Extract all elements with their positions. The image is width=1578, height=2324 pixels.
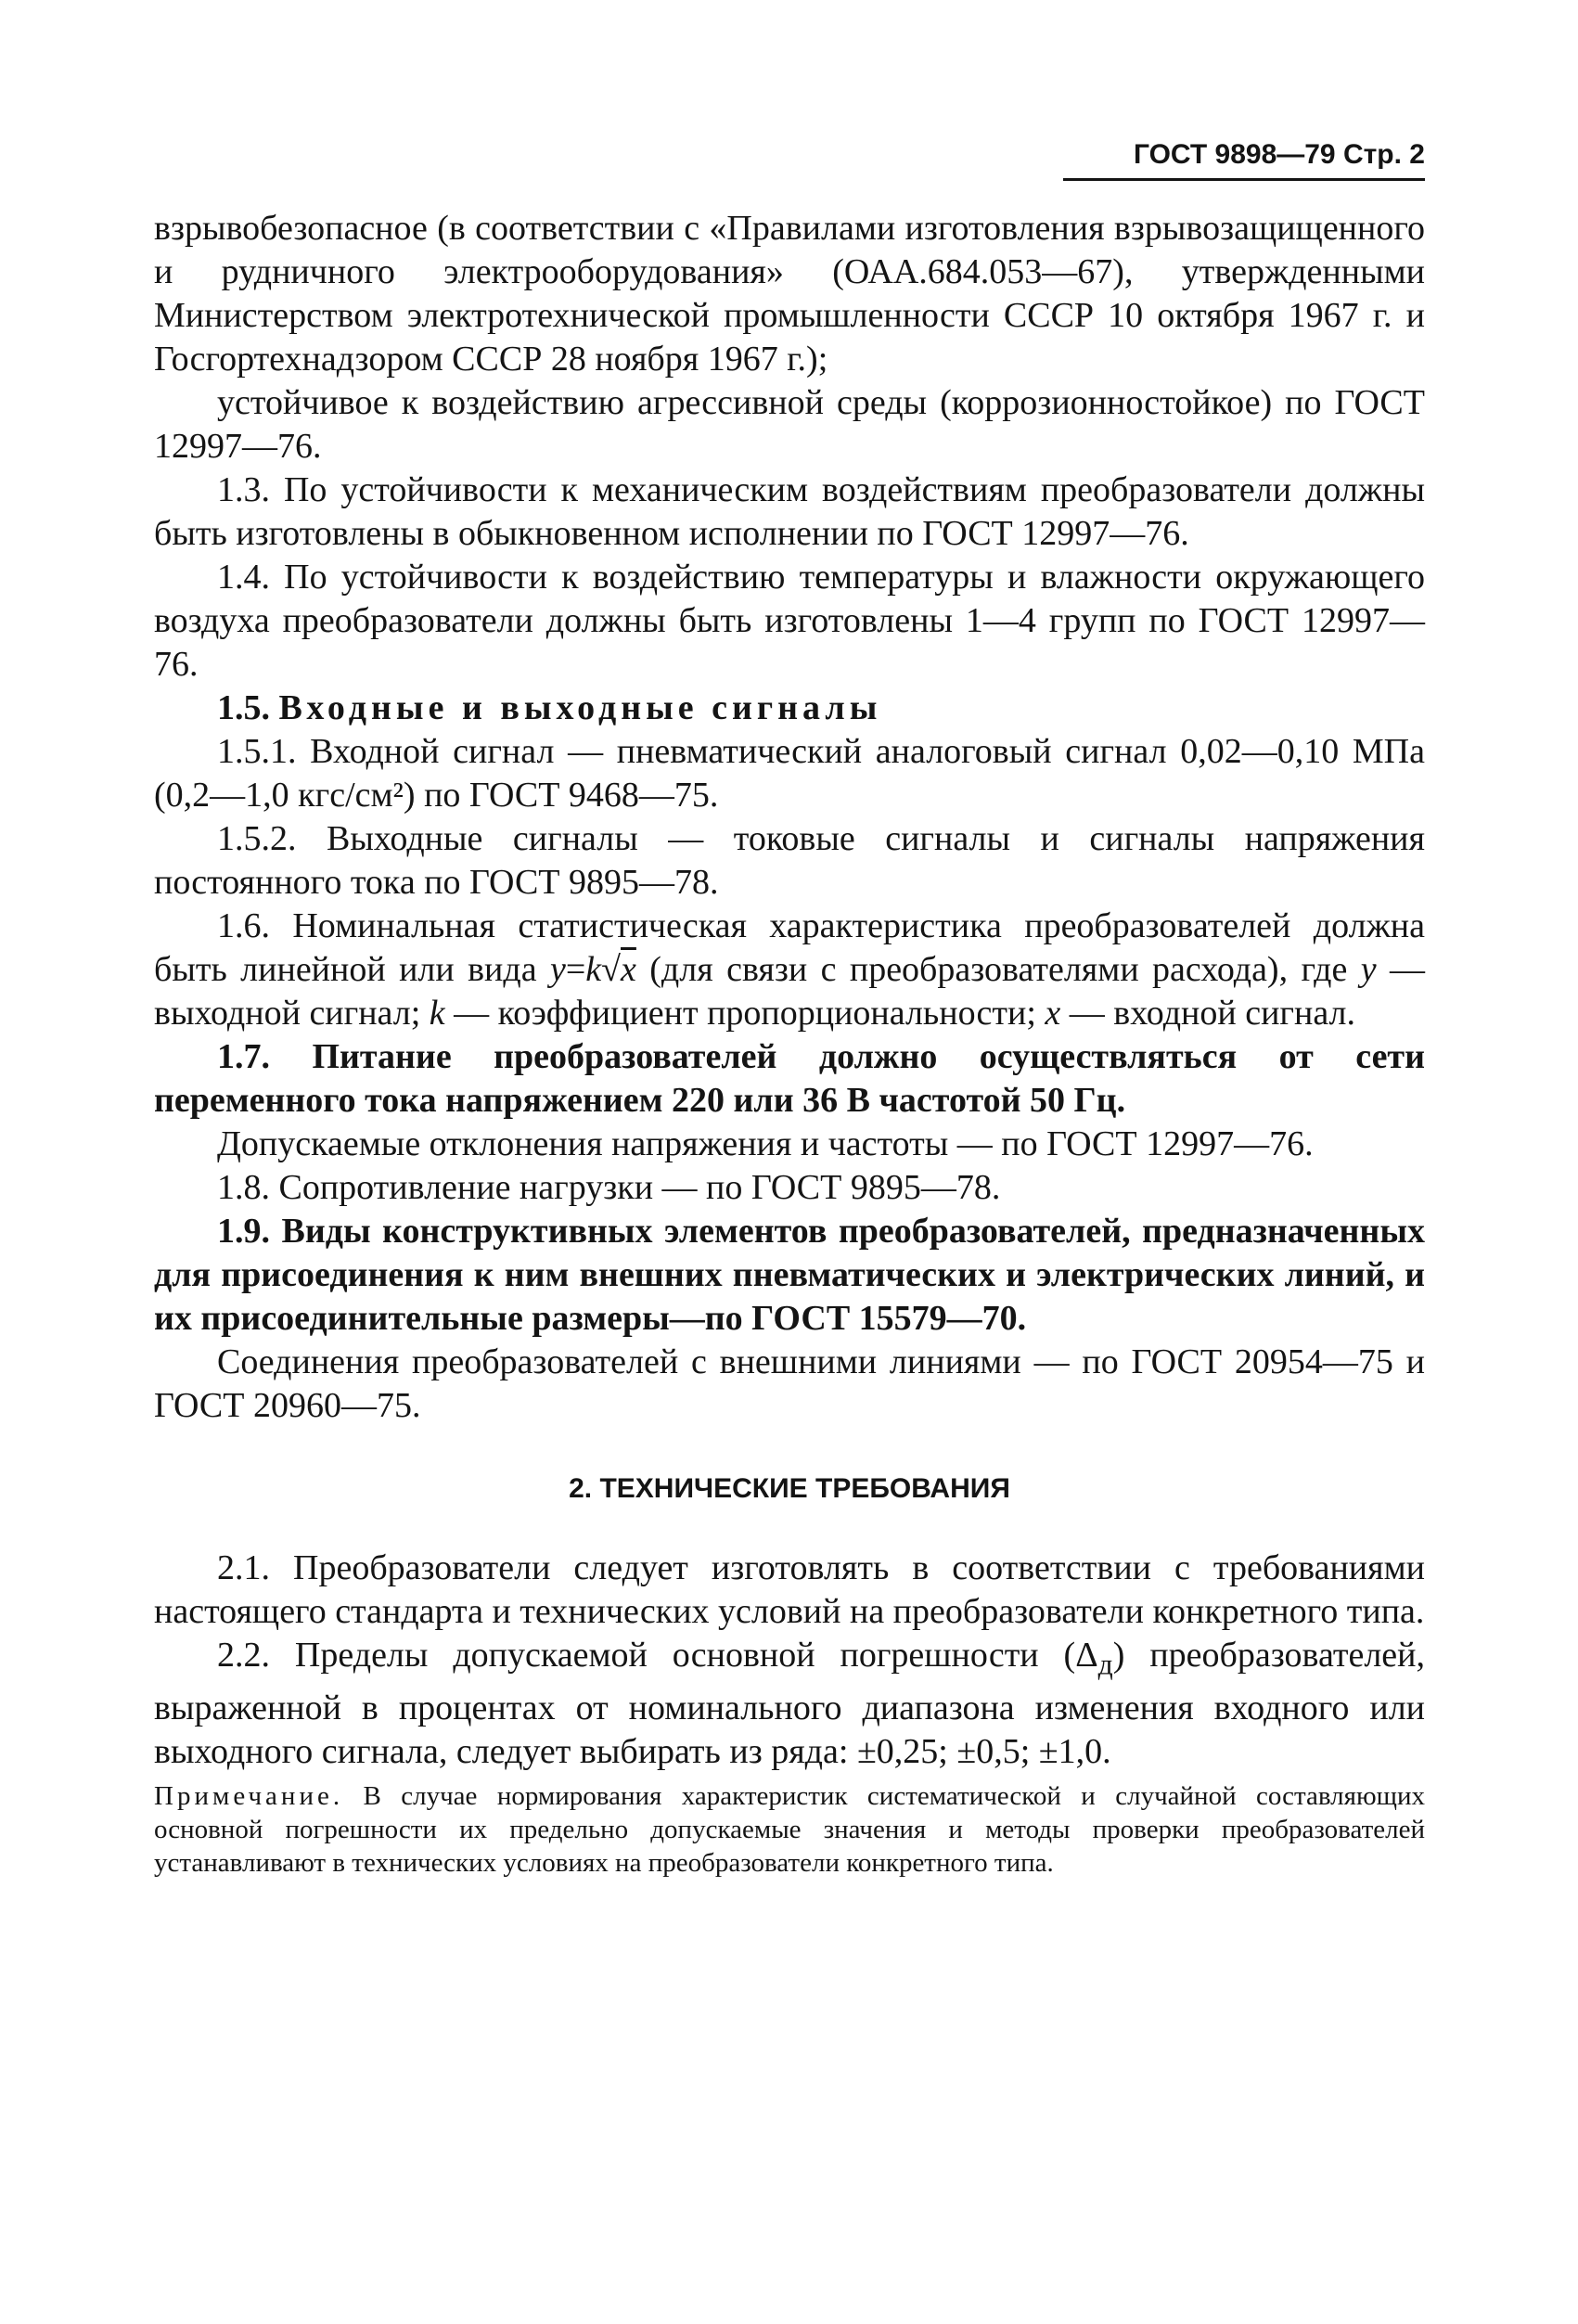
formula-x: x [621,950,636,989]
running-header: ГОСТ 9898—79 Стр. 2 [1133,139,1425,170]
note-label: Примечание. [154,1780,344,1811]
clause-1-6-middle-1: (для связи с преобразователями расхода), где [649,950,1348,989]
variable-x: x [1045,994,1061,1033]
header-rule [1063,178,1425,181]
clause-1-6-middle-3: — коэффициент пропорциональности; [454,994,1036,1033]
clause-1-5-1: 1.5.1. Входной сигнал — пневматический аналоговый сигнал 0,02—0,10 МПа (0,2—1,0 кгс/см²) по ГОСТ 9468—75. [154,732,1425,815]
clause-1-6-middle-2: — выходной сигнал; [154,950,1426,1033]
clause-1-3: 1.3. По устойчивости к механическим воздействиям преобразователи должны быть изготовлены в обыкновенном исполнении по ГОСТ 12997—76. [154,470,1425,553]
clause-1-9: 1.9. Виды конструктивных элементов преобразователей, предназначенных для присоединения к ним внешних пневматических и электрических линий, и их присоединительные размеры—по ГОСТ 15579—70. [154,1212,1425,1338]
clause-2-1: 2.1. Преобразователи следует изготовлять в соответствии с требованиями настоящего стандарта и технических условий на преобразователи конкретного типа. [154,1548,1425,1631]
clause-1-5-heading [154,687,1425,730]
delta-subscript: д [1097,1648,1113,1681]
clause-1-6-after: — входной сигнал. [1069,994,1355,1033]
document-page [154,139,1425,1880]
clause-1-8: 1.8. Сопротивление нагрузки — по ГОСТ 9895—78. [217,1168,1001,1207]
clause-1-7: 1.7. Питание преобразователей должно осуществляться от сети переменного тока напряжением 220 или 36 В частотой 50 Гц. [154,1037,1425,1120]
formula-k: k [585,950,602,989]
clause-2-2 [154,1634,1425,1774]
clause-1-6-before: 1.6. Номинальная статистическая характеристика преобразователей должна быть линейной или вида [154,906,1425,989]
clause-1-9-connections: Соединения преобразователей с внешними линиями — по ГОСТ 20954—75 и ГОСТ 20960—75. [154,1342,1425,1425]
section-2-title: 2. ТЕХНИЧЕСКИЕ ТРЕБОВАНИЯ [569,1473,1010,1504]
paragraph-continuation: взрывобезопасное (в соответствии с «Правилами изготовления взрывозащищенного и рудничного электрооборудования» (ОАА.684.053—67), утвержденными Министерством электротехнической промышленности СССР 10 октября 1967 г. и Госгортехнадзором СССР 28 ноября 1967 г.); [154,209,1425,379]
formula-equals: = [565,950,586,989]
clause-1-4: 1.4. По устойчивости к воздействию температуры и влажности окружающего воздуха преобразователи должны быть изготовлены 1—4 групп по ГОСТ 12997—76. [154,558,1425,684]
note [154,1779,1425,1880]
clause-1-7-deviations: Допускаемые отклонения напряжения и частоты — по ГОСТ 12997—76. [217,1124,1314,1163]
clause-1-6 [154,905,1425,1035]
variable-k: k [429,994,445,1033]
clause-2-2-after: ) преобразователей, выраженной в процентах от номинального диапазона изменения входного или выходного сигнала, следует выбирать из ряда: ±0,25; ±0,5; ±1,0. [154,1636,1425,1771]
variable-y: y [1360,950,1377,989]
clause-number: 1.5. [217,688,270,727]
formula-y: y [549,950,566,989]
paragraph-corrosion: устойчивое к воздействию агрессивной среды (коррозионностойкое) по ГОСТ 12997—76. [154,383,1425,466]
clause-1-5-2: 1.5.2. Выходные сигналы — токовые сигналы и сигналы напряжения постоянного тока по ГОСТ 9895—78. [154,819,1425,902]
note-text: В случае нормирования характеристик систематической и случайной составляющих основной погрешности их предельно допускаемые значения и методы проверки преобразователей устанавливают в технических условиях на преобразователи конкретного типа. [154,1780,1425,1878]
clause-heading: Входные и выходные сигналы [278,688,882,727]
clause-2-2-before: 2.2. Пределы допускаемой основной погрешности (Δ [217,1636,1098,1675]
formula-root: √ [601,950,622,989]
